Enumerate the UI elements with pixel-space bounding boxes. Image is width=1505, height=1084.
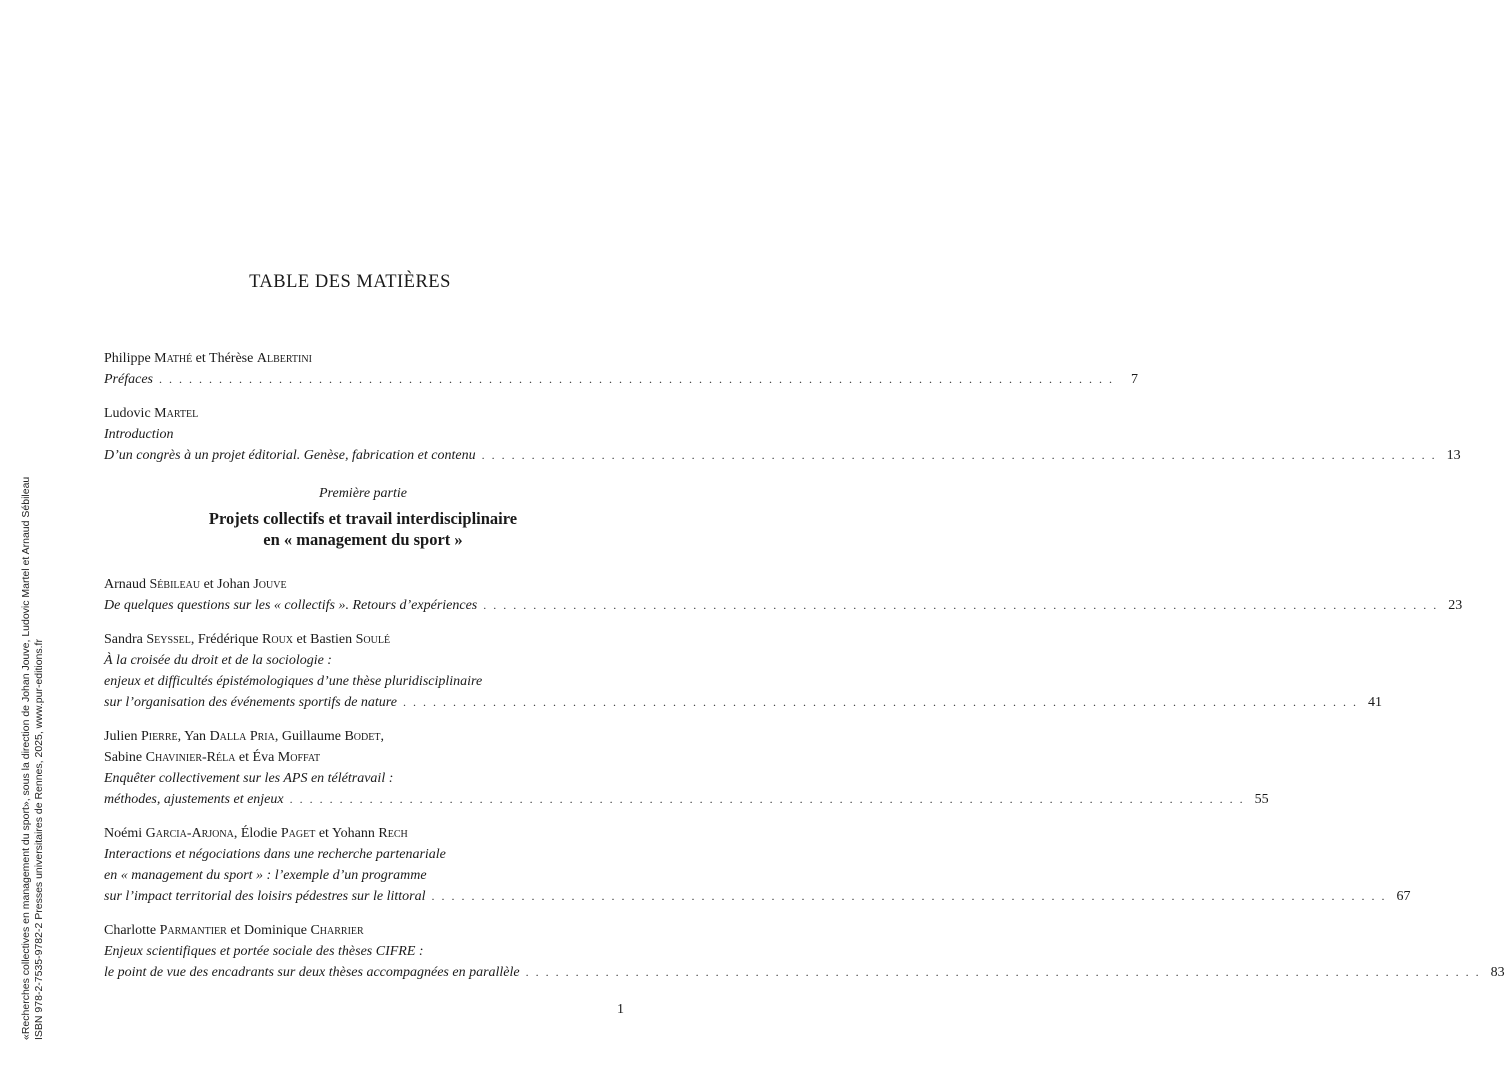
entry-title: méthodes, ajustements et enjeux [104,792,284,807]
leader-dots: . . . . . . . . . . . . . . . . . . . . . . . . . . . . . . . . . . . . . . . . . . . . . . . . . . . . . . . . . . . . . . . . . . . . . . . . . . . . . . . . . . . . . . . . . . . . . . . . [483,598,1439,612]
entry-subtitle: Enquêter collectivement sur les APS en télétravail : [104,771,394,786]
part-heading [104,484,622,550]
toc-entry-chapter-41 [104,629,1382,713]
folio-page-number: 1 [617,1002,624,1017]
leader-dots: . . . . . . . . . . . . . . . . . . . . . . . . . . . . . . . . . . . . . . . . . . . . . . . . . . . . . . . . . . . . . . . . . . . . . . . . . . . . . . . . . . . . . . . . . . . . . . . . [431,889,1387,903]
page-number: 23 [1448,598,1463,613]
toc-entry-chapter-67 [104,823,1411,907]
entry-title-line [104,789,1269,810]
entry-authors: Noémi Garcia-Arjona, Élodie Paget et Yohann Rech [104,826,408,841]
entry-authors: Charlotte Parmantier et Dominique Charrier [104,923,364,938]
entry-authors: Philippe Mathé et Thérèse Albertini [104,351,312,366]
entry-subtitle: Enjeux scientifiques et portée sociale des thèses CIFRE : [104,944,424,959]
entry-authors: Ludovic Martel [104,406,199,421]
entry-title: sur l’organisation des événements sportifs de nature [104,695,397,710]
toc-entry-chapter-55 [104,726,1269,810]
side-credit-line-1: «Recherches collectives en management du sport», sous la direction de Johan Jouve, Ludovic Martel et Arnaud Sébileau [20,476,32,1040]
part-title-line-1: Projets collectifs et travail interdisciplinaire [208,509,518,528]
entry-subtitle: Interactions et négociations dans une recherche partenariale [104,847,446,862]
page-number: 83 [1490,965,1505,980]
entry-title-line [104,445,1461,466]
page-number: 67 [1396,889,1411,904]
leader-dots: . . . . . . . . . . . . . . . . . . . . . . . . . . . . . . . . . . . . . . . . . . . . . . . . . . . . . . . . . . . . . . . . . . . . . . . . . . . . . . . . . . . . . . . . . . . . . . . . [481,448,1437,462]
entry-title: Préfaces [104,372,153,387]
entry-title: D’un congrès à un projet éditorial. Genèse, fabrication et contenu [104,448,476,463]
entry-subtitle: Introduction [104,427,174,442]
table-of-contents [104,348,1505,996]
toc-entry-chapter-83 [104,920,1505,983]
leader-dots: . . . . . . . . . . . . . . . . . . . . . . . . . . . . . . . . . . . . . . . . . . . . . . . . . . . . . . . . . . . . . . . . . . . . . . . . . . . . . . . . . . . . . . . . . . . . . . . . [402,695,1358,709]
page-number: 55 [1254,792,1269,807]
entry-subtitle: À la croisée du droit et de la sociologie : [104,653,332,668]
leader-dots: . . . . . . . . . . . . . . . . . . . . . . . . . . . . . . . . . . . . . . . . . . . . . . . . . . . . . . . . . . . . . . . . . . . . . . . . . . . . . . . . . . . . . . . . . . . . . . . . [158,372,1114,386]
leader-dots: . . . . . . . . . . . . . . . . . . . . . . . . . . . . . . . . . . . . . . . . . . . . . . . . . . . . . . . . . . . . . . . . . . . . . . . . . . . . . . . . . . . . . . . . . . . . . . . . [289,792,1245,806]
entry-authors: Arnaud Sébileau et Johan Jouve [104,577,287,592]
side-copyright-notice [20,476,46,1040]
page-title: TABLE DES MATIÈRES [249,272,451,292]
entry-title-line [104,962,1505,983]
entry-title-line [104,886,1411,907]
entry-title: le point de vue des encadrants sur deux thèses accompagnées en parallèle [104,965,520,980]
entry-authors: Sandra Seyssel, Frédérique Roux et Bastien Soulé [104,632,391,647]
entry-title-line [104,369,1138,390]
toc-entry-prefaces [104,348,1138,390]
entry-title-line [104,595,1463,616]
part-label: Première partie [319,486,407,501]
page-number: 41 [1367,695,1382,710]
entry-authors: Julien Pierre, Yan Dalla Pria, Guillaume Bodet, [104,729,384,744]
leader-dots: . . . . . . . . . . . . . . . . . . . . . . . . . . . . . . . . . . . . . . . . . . . . . . . . . . . . . . . . . . . . . . . . . . . . . . . . . . . . . . . . . . . . . . . . . . . . . . . . [525,965,1481,979]
side-credit-line-2: ISBN 978-2-7535-9782-2 Presses universitaires de Rennes, 2025, www.pur-editions.fr [33,639,45,1040]
page-number: 13 [1446,448,1461,463]
entry-authors: Sabine Chavinier-Réla et Éva Moffat [104,750,321,765]
page-number: 7 [1130,372,1138,387]
entry-title-line [104,692,1382,713]
part-title-line-2: en « management du sport » [263,530,463,549]
toc-entry-chapter-23 [104,574,1463,616]
entry-subtitle: en « management du sport » : l’exemple d’un programme [104,868,427,883]
entry-title: sur l’impact territorial des loisirs pédestres sur le littoral [104,889,426,904]
entry-subtitle: enjeux et difficultés épistémologiques d’une thèse pluridisciplinaire [104,674,483,689]
entry-title: De quelques questions sur les « collectifs ». Retours d’expériences [104,598,478,613]
toc-entry-introduction [104,403,1461,466]
